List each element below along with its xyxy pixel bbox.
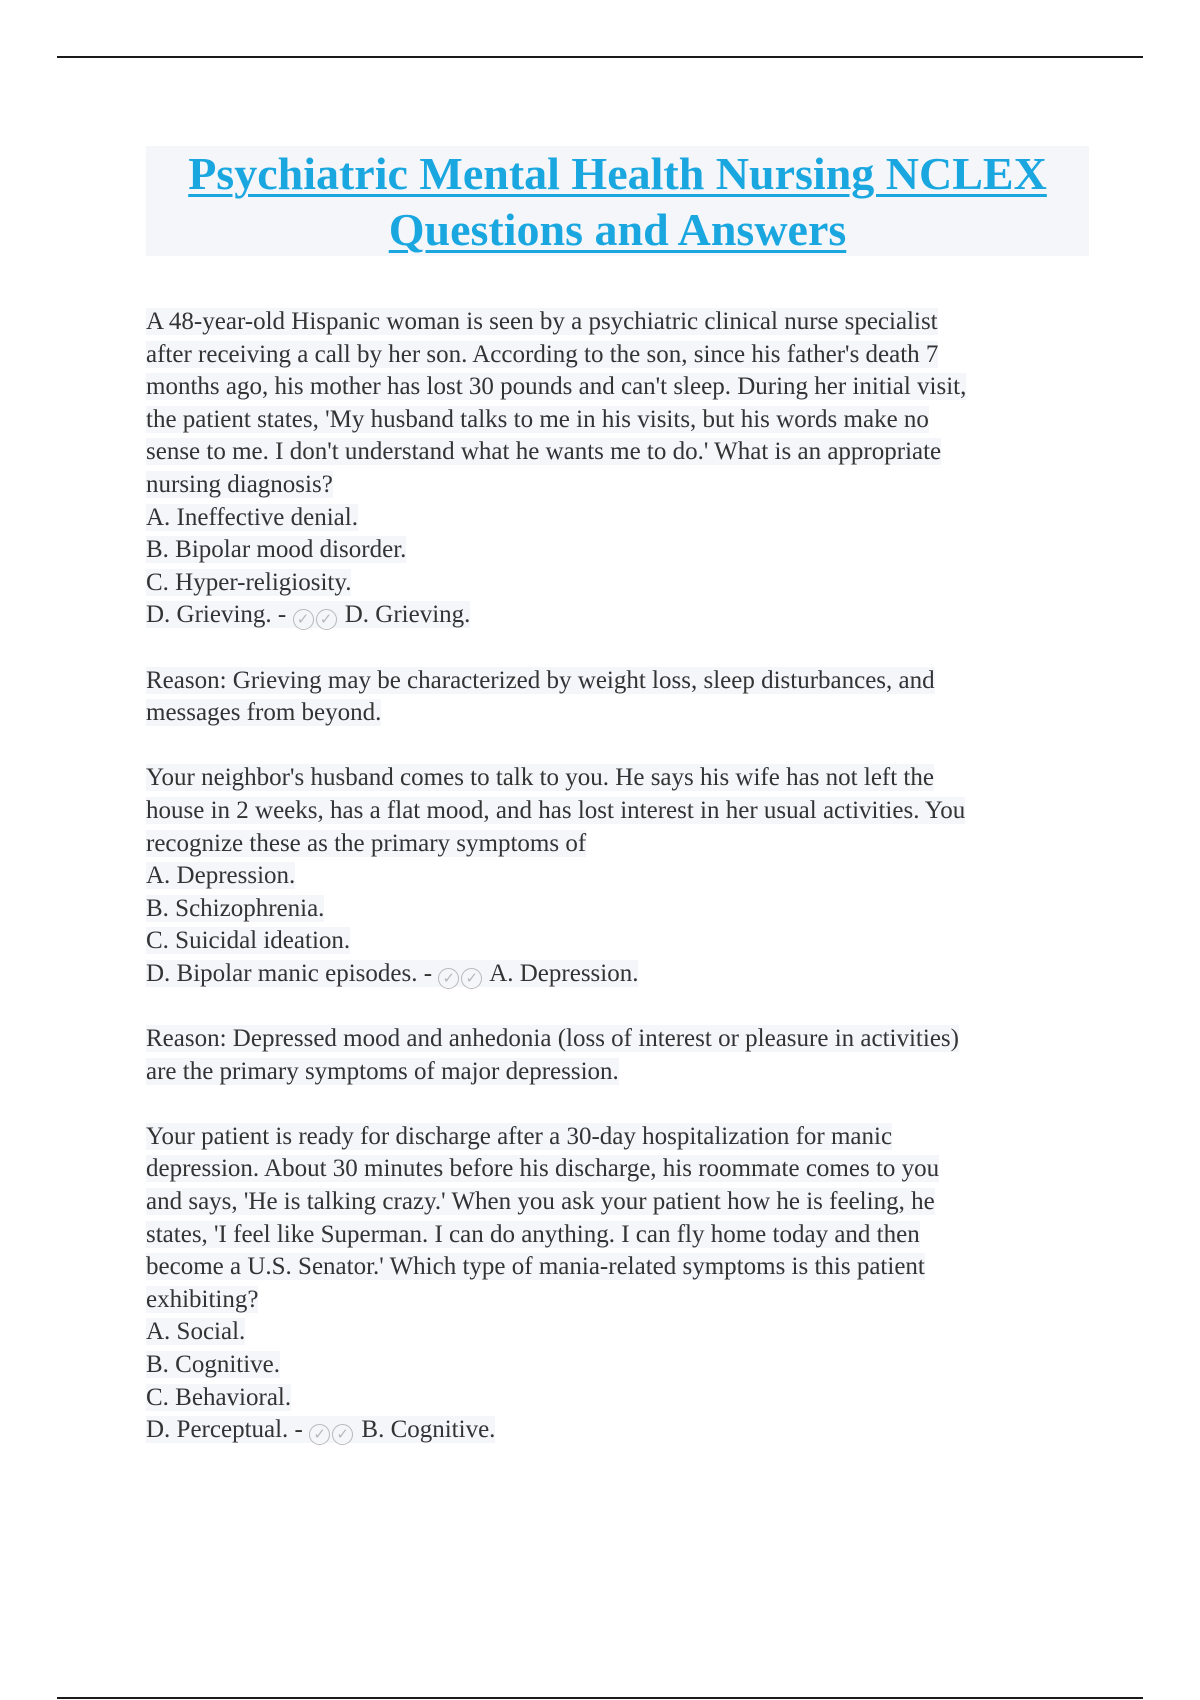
option-d-with-answer (146, 599, 1090, 632)
option-c: C. Hyper-religiosity. (146, 568, 352, 596)
stem-line: nursing diagnosis? (146, 470, 333, 498)
option-d-with-answer (146, 1414, 1090, 1447)
document-title (146, 146, 1089, 256)
stem-line: Your patient is ready for discharge after a 30-day hospitalization for manic (146, 1122, 893, 1150)
option-b: B. Schizophrenia. (146, 894, 325, 922)
stem-line: become a U.S. Senator.' Which type of mania-related symptoms is this patient (146, 1253, 925, 1281)
stem-line: sense to me. I don't understand what he wants me to do.' What is an appropriate (146, 438, 942, 466)
option-b: B. Cognitive. (146, 1351, 281, 1378)
check-circle-icon: ✓ (438, 968, 459, 989)
option-d: D. Grieving. - (146, 601, 287, 629)
answer-text: B. Cognitive. (361, 1416, 496, 1444)
check-circle-icon: ✓ (309, 1424, 330, 1445)
check-circle-icon: ✓ (293, 609, 314, 630)
reason-line: are the primary symptoms of major depression. (146, 1057, 619, 1085)
top-rule (57, 56, 1143, 58)
stem-line: months ago, his mother has lost 30 pounds and can't sleep. During her initial visit, (146, 373, 967, 401)
option-c: C. Suicidal ideation. (146, 927, 351, 955)
stem-line: exhibiting? (146, 1285, 259, 1313)
question-3 (146, 1121, 1090, 1447)
option-b: B. Bipolar mood disorder. (146, 536, 407, 564)
option-d: D. Perceptual. - (146, 1416, 303, 1444)
option-c: C. Behavioral. (146, 1383, 292, 1411)
stem-line: and says, 'He is talking crazy.' When you ask your patient how he is feeling, he (146, 1188, 935, 1216)
question-1 (146, 306, 1090, 762)
option-a: A. Ineffective denial. (146, 503, 358, 531)
stem-line: Your neighbor's husband comes to talk to you. He says his wife has not left the (146, 764, 934, 792)
reason-line: Reason: Grieving may be characterized by weight loss, sleep disturbances, and (146, 666, 935, 694)
check-circle-icon: ✓ (461, 968, 482, 989)
check-circle-icon: ✓ (316, 609, 337, 630)
stem-line: depression. About 30 minutes before his discharge, his roommate comes to you (146, 1155, 940, 1183)
question-list (146, 306, 1090, 1447)
stem-line: after receiving a call by her son. According to the son, since his father's death 7 (146, 340, 939, 368)
option-d: D. Bipolar manic episodes. - (146, 959, 433, 987)
bottom-rule (57, 1697, 1143, 1699)
answer-text: A. Depression. (489, 959, 639, 987)
option-d-with-answer (146, 958, 1090, 991)
question-2 (146, 762, 1090, 1121)
check-circle-icon: ✓ (332, 1424, 353, 1445)
stem-line: recognize these as the primary symptoms of (146, 829, 587, 857)
stem-line: states, 'I feel like Superman. I can do anything. I can fly home today and then (146, 1220, 920, 1248)
answer-text: D. Grieving. (344, 601, 471, 629)
title-line-2: Questions and Answers (388, 204, 847, 255)
stem-line: house in 2 weeks, has a flat mood, and has lost interest in her usual activities. You (146, 796, 966, 824)
stem-line: the patient states, 'My husband talks to me in his visits, but his words make no (146, 405, 929, 433)
option-a: A. Depression. (146, 862, 296, 890)
option-a: A. Social. (146, 1318, 246, 1346)
reason-line: messages from beyond. (146, 699, 382, 727)
title-line-1: Psychiatric Mental Health Nursing NCLEX (188, 148, 1047, 199)
reason-line: Reason: Depressed mood and anhedonia (loss of interest or pleasure in activities) (146, 1025, 959, 1053)
stem-line: A 48-year-old Hispanic woman is seen by a psychiatric clinical nurse specialist (146, 308, 938, 335)
